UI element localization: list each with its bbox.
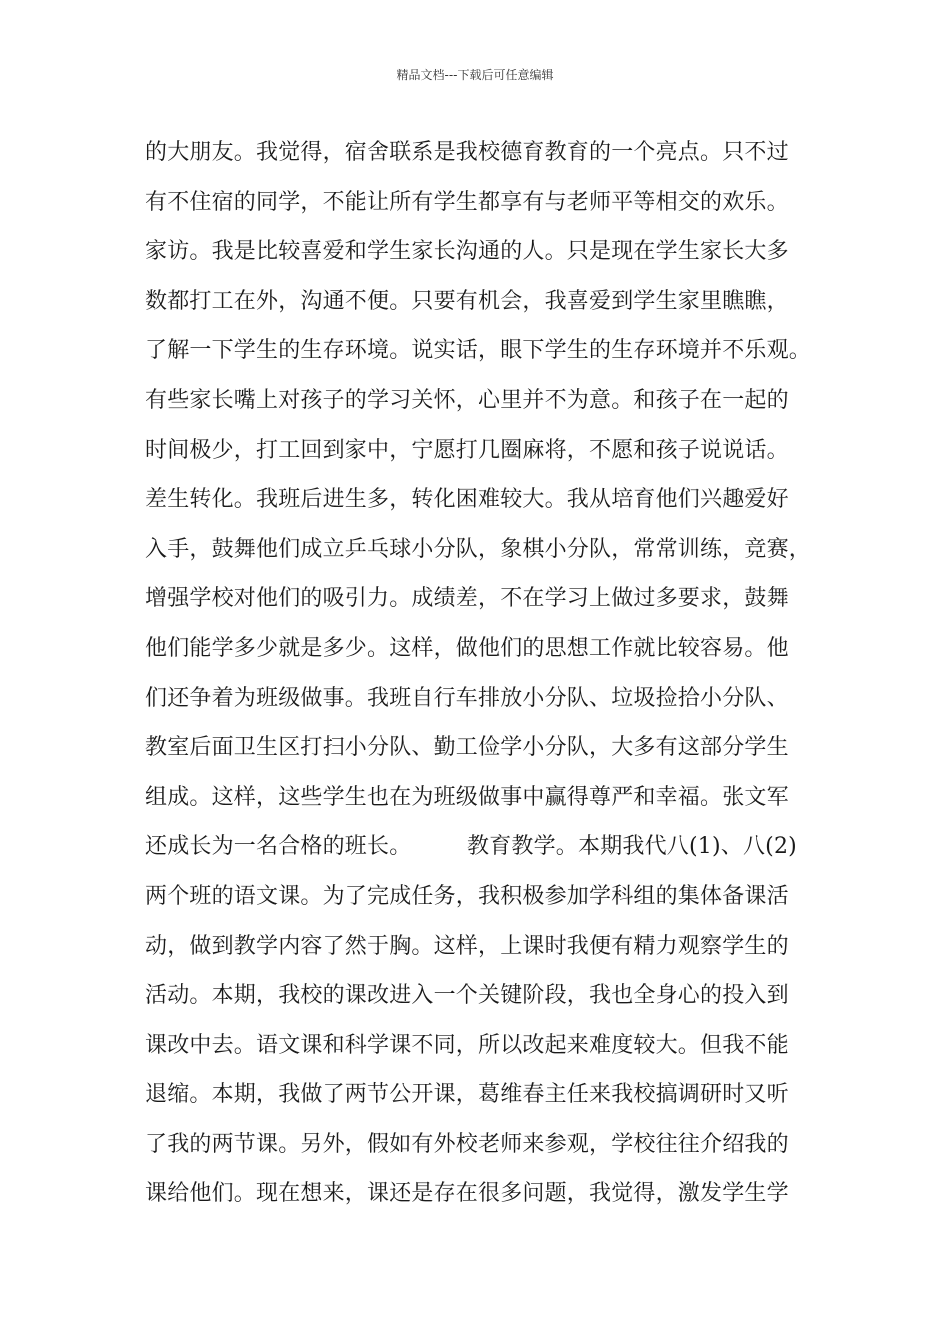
- text-line: 课给他们。现在想来，课还是存在很多问题，我觉得，激发学生学: [145, 1181, 789, 1207]
- page-header: 精品文档---下载后可任意编辑: [396, 68, 554, 82]
- text-line: 差生转化。我班后进生多，转化困难较大。我从培育他们兴趣爱好: [145, 487, 789, 513]
- text-line: 组成。这样，这些学生也在为班级做事中赢得尊严和幸福。张文军: [145, 784, 789, 810]
- text-line: 他们能学多少就是多少。这样，做他们的思想工作就比较容易。他: [145, 635, 789, 661]
- text-line: 教室后面卫生区打扫小分队、勤工俭学小分队，大多有这部分学生: [145, 735, 789, 761]
- text-line: 动，做到教学内容了然于胸。这样，上课时我便有精力观察学生的: [145, 933, 789, 959]
- text-line: 数都打工在外，沟通不便。只要有机会，我喜爱到学生家里瞧瞧，: [145, 288, 789, 314]
- text-line: 还成长为一名合格的班长。 教育教学。本期我代八(1)、八(2): [145, 834, 797, 860]
- text-line: 有不住宿的同学，不能让所有学生都享有与老师平等相交的欢乐。: [145, 189, 789, 215]
- text-line: 课改中去。语文课和科学课不同，所以改起来难度较大。但我不能: [145, 1032, 789, 1058]
- text-line: 有些家长嘴上对孩子的学习关怀，心里并不为意。和孩子在一起的: [145, 387, 789, 413]
- text-line: 的大朋友。我觉得，宿舍联系是我校德育教育的一个亮点。只不过: [145, 140, 789, 165]
- text-line: 家访。我是比较喜爱和学生家长沟通的人。只是现在学生家长大多: [145, 239, 789, 265]
- text-line: 活动。本期，我校的课改进入一个关键阶段，我也全身心的投入到: [145, 983, 789, 1009]
- text-line: 退缩。本期，我做了两节公开课，葛维春主任来我校搞调研时又听: [145, 1082, 789, 1108]
- text-line: 入手，鼓舞他们成立乒乓球小分队，象棋小分队，常常训练，竞赛，: [145, 536, 812, 562]
- text-line: 时间极少，打工回到家中，宁愿打几圈麻将，不愿和孩子说说话。: [145, 437, 789, 463]
- text-line: 增强学校对他们的吸引力。成绩差，不在学习上做过多要求，鼓舞: [145, 586, 789, 612]
- text-line: 了解一下学生的生存环境。说实话，眼下学生的生存环境并不乐观。: [145, 338, 812, 364]
- document-body: [145, 128, 825, 1219]
- text-line: 们还争着为班级做事。我班自行车排放小分队、垃圾捡拾小分队、: [145, 685, 789, 711]
- text-line: 两个班的语文课。为了完成任务，我积极参加学科组的集体备课活: [145, 883, 789, 909]
- text-line: 了我的两节课。另外，假如有外校老师来参观，学校往往介绍我的: [145, 1131, 789, 1157]
